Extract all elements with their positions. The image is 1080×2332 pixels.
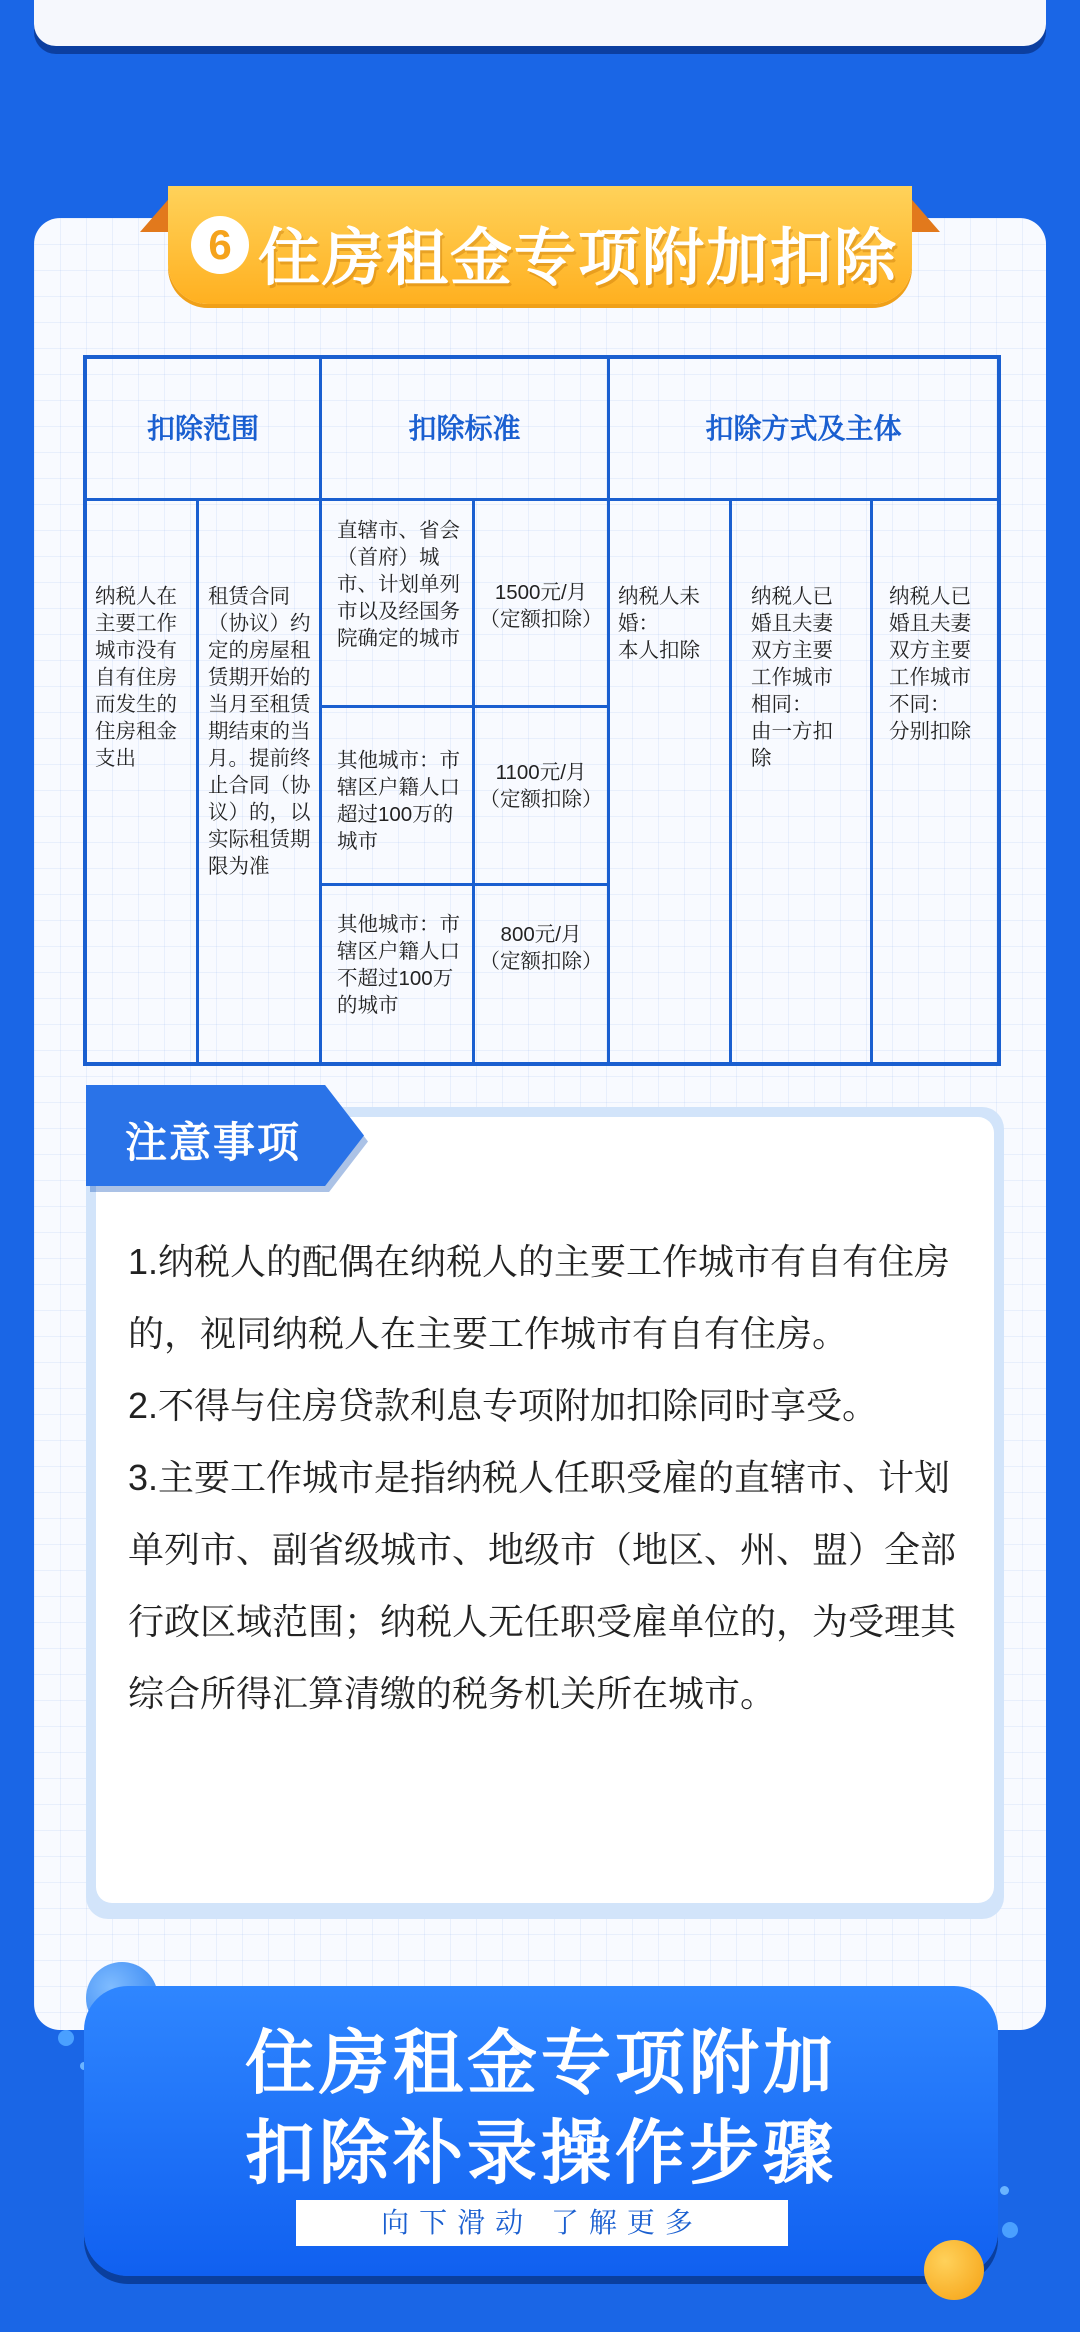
decor-dot-right — [1002, 2222, 1018, 2238]
decor-dot-right-small — [1000, 2186, 1009, 2195]
deduction-table — [83, 355, 1001, 1066]
standard-amount-2: 1100元/月 （定额扣除） — [479, 761, 603, 811]
method-married-different-city: 纳税人已婚且夫妻双方主要工作城市不同： 分别扣除 — [889, 585, 971, 743]
decor-orange-bubble — [924, 2240, 984, 2300]
scope-condition: 纳税人在主要工作城市没有自有住房而发生的住房租金支出 — [95, 585, 177, 770]
section-number-badge: 6 — [191, 216, 249, 274]
standard-city-3: 其他城市：市辖区户籍人口不超过100万的城市 — [337, 913, 460, 1017]
standard-city-1: 直辖市、省会（首府）城市、计划单列市以及经国务院确定的城市 — [337, 519, 460, 650]
note-item-3: 3.主要工作城市是指纳税人任职受雇的直辖市、计划单列市、副省级城市、地级市（地区、州、盟）全部行政区域范围；纳税人无任职受雇单位的，为受理其综合所得汇算清缴的税务机关所在城市。 — [128, 1457, 957, 1714]
header-scope: 扣除范围 — [146, 413, 259, 444]
method-married-same-city: 纳税人已婚且夫妻双方主要工作城市相同： 由一方扣除 — [751, 585, 833, 770]
note-item-2: 2.不得与住房贷款利息专项附加扣除同时享受。 — [128, 1385, 879, 1426]
standard-amount-1: 1500元/月 （定额扣除） — [479, 581, 603, 631]
decor-dot-left — [58, 2030, 74, 2046]
header-standard: 扣除标准 — [408, 413, 521, 444]
notes-title: 注意事项 — [125, 1119, 302, 1166]
notes-list — [128, 1226, 968, 1730]
standard-amount-3: 800元/月 （定额扣除） — [479, 923, 603, 973]
steps-banner-title: 住房租金专项附加 扣除补录操作步骤 — [245, 2024, 837, 2192]
method-unmarried: 纳税人未婚： 本人扣除 — [618, 585, 700, 662]
standard-city-2: 其他城市：市辖区户籍人口超过100万的城市 — [337, 749, 460, 853]
note-item-1: 1.纳税人的配偶在纳税人的主要工作城市有自有住房的，视同纳税人在主要工作城市有自有住房。 — [128, 1241, 951, 1354]
previous-section-card — [34, 0, 1046, 46]
section-title: 住房租金专项附加扣除 — [258, 224, 899, 293]
scroll-down-button[interactable]: 向下滑动 了解更多 — [296, 2200, 788, 2246]
header-method: 扣除方式及主体 — [705, 413, 902, 444]
scope-period: 租赁合同（协议）约定的房屋租赁期开始的当月至租赁期结束的当月。提前终止合同（协议）的，以实际租赁期限为准 — [208, 585, 311, 878]
